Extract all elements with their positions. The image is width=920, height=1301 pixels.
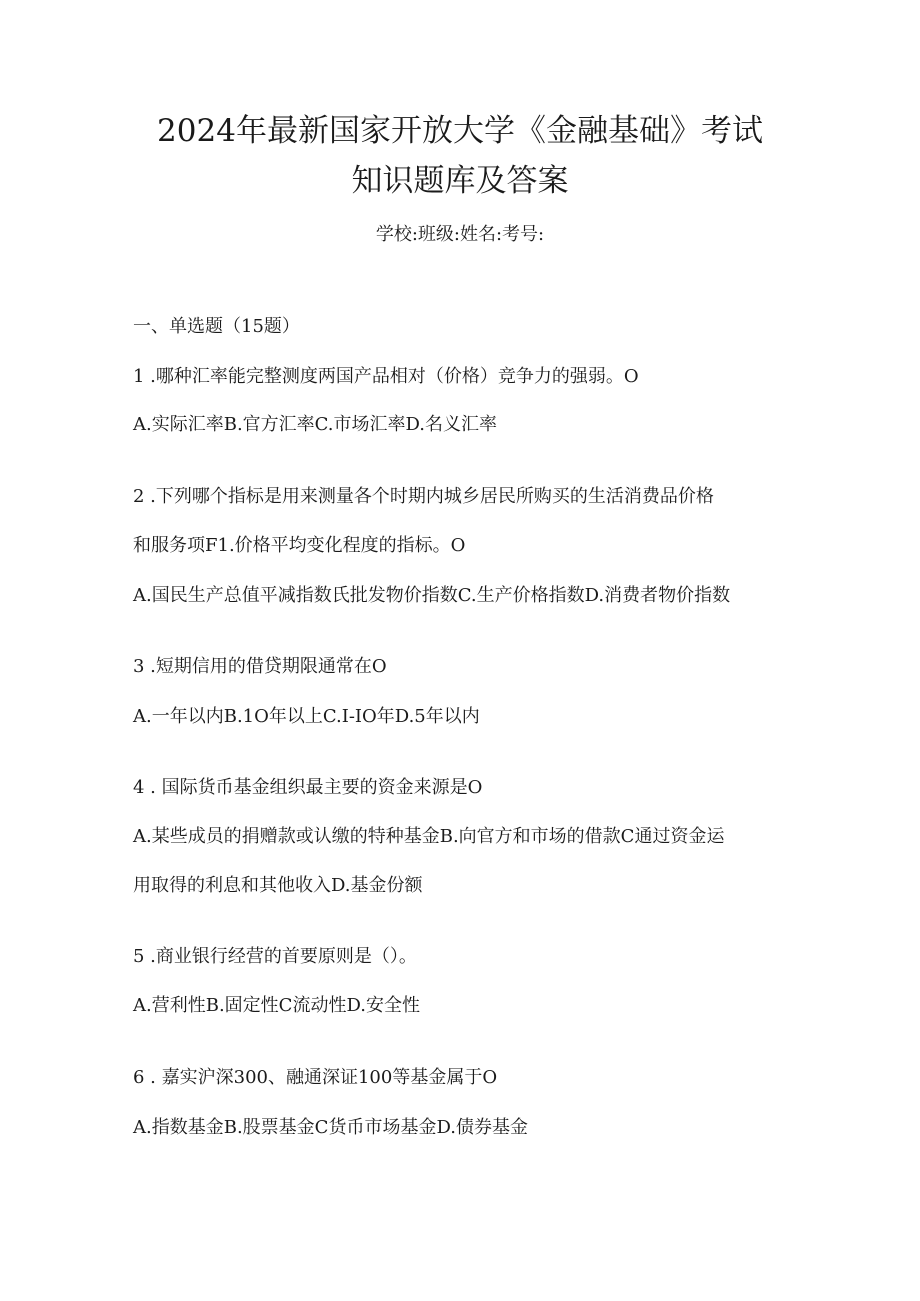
question-3-prompt: 3 .短期信用的借贷期限通常在O — [133, 656, 387, 677]
question-2-prompt-line-2: 和服务项F1.价格平均变化程度的指标。O — [133, 535, 466, 556]
question-6-prompt: 6 . 嘉实沪深300、融通深证100等基金属于O — [133, 1067, 498, 1088]
question-6-options: A.指数基金B.股票基金C货币市场基金D.债券基金 — [133, 1117, 528, 1138]
student-info-line: 学校:班级:姓名:考号: — [375, 224, 545, 245]
question-1-options: A.实际汇率B.官方汇率C.市场汇率D.名义汇率 — [133, 414, 498, 435]
question-2-prompt-line-1: 2 .下列哪个指标是用来测量各个时期内城乡居民所购买的生活消费品价格 — [133, 486, 714, 507]
question-5-options: A.营利性B.固定性C流动性D.安全性 — [133, 995, 420, 1016]
question-4-options-line-2: 用取得的利息和其他收入D.基金份额 — [133, 875, 423, 896]
document-title-line-2: 知识题库及答案 — [351, 163, 569, 199]
question-1-prompt: 1 .哪种汇率能完整测度两国产品相对（价格）竞争力的强弱。O — [133, 366, 639, 387]
question-3-options: A.一年以内B.1O年以上C.I-IO年D.5年以内 — [133, 706, 480, 727]
question-5-prompt: 5 .商业银行经营的首要原则是（）。 — [133, 946, 417, 967]
question-2-options: A.国民生产总值平减指数氏批发物价指数C.生产价格指数D.消费者物价指数 — [133, 585, 731, 606]
question-4-options-line-1: A.某些成员的捐赠款或认缴的特种基金B.向官方和市场的借款C通过资金运 — [133, 826, 725, 847]
section-heading: 一、单选题（15题） — [133, 316, 300, 337]
document-title-line-1: 2024年最新国家开放大学《金融基础》考试 — [157, 113, 763, 149]
question-4-prompt: 4 . 国际货币基金组织最主要的资金来源是O — [133, 777, 483, 798]
